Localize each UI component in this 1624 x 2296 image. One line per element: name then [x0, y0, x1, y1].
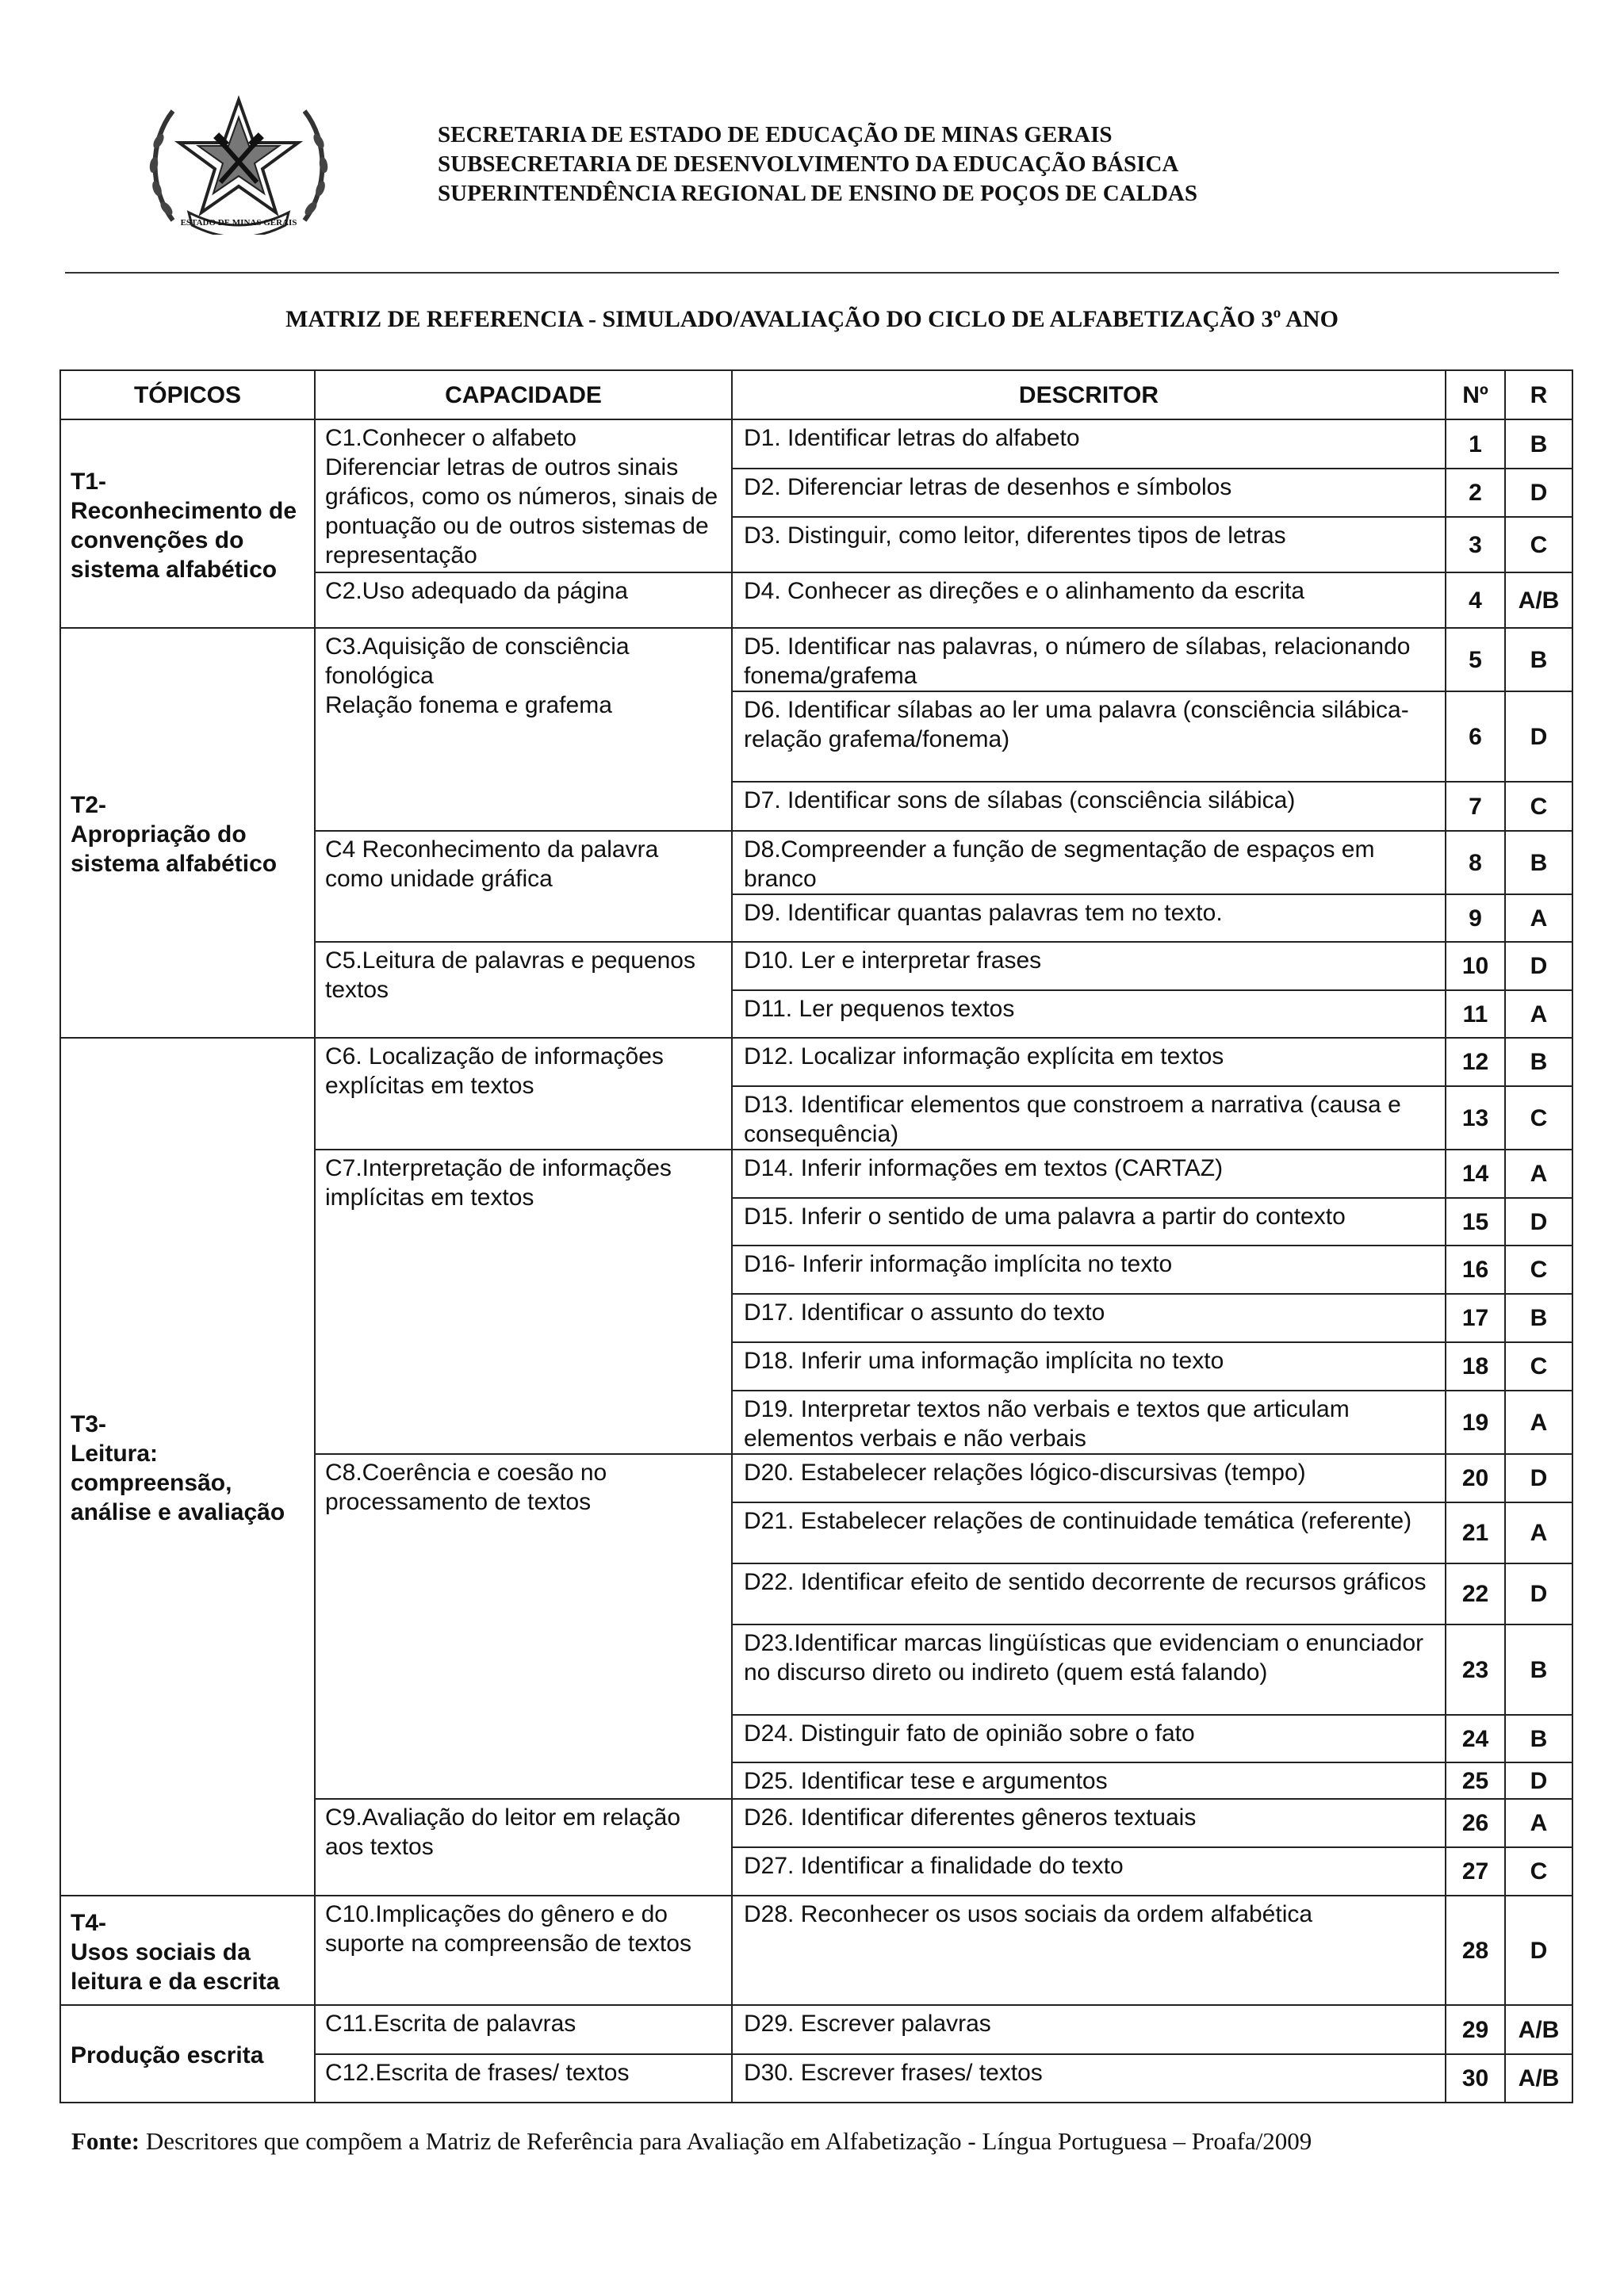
descriptor-cell: D23.Identificar marcas lingüísticas que evidenciam o enunciador no discurso direto ou indireto (quem está falando): [732, 1624, 1446, 1715]
answer-key: A/B: [1505, 2054, 1572, 2103]
answer-key: C: [1505, 1086, 1572, 1150]
descriptor-cell: D15. Inferir o sentido de uma palavra a partir do contexto: [732, 1198, 1446, 1246]
topic-cell: [60, 419, 315, 628]
descriptor-cell: D13. Identificar elementos que constroem a narrativa (causa e consequência): [732, 1086, 1446, 1150]
answer-key: A: [1505, 894, 1572, 942]
answer-key: A/B: [1505, 572, 1572, 628]
table-row: [60, 1896, 1572, 2005]
topic-label: T1- Reconhecimento de convenções do sistema alfabético: [71, 468, 297, 583]
descriptor-cell: D12. Localizar informação explícita em textos: [732, 1038, 1446, 1086]
answer-key: D: [1505, 1896, 1572, 2005]
topic-label: T4- Usos sociais da leitura e da escrita: [71, 1909, 280, 1995]
descriptor-cell: D29. Escrever palavras: [732, 2005, 1446, 2054]
item-number: 2: [1446, 469, 1505, 517]
answer-key: B: [1505, 1294, 1572, 1342]
item-number: 10: [1446, 942, 1505, 990]
header-line-3: SUPERINTENDÊNCIA REGIONAL DE ENSINO DE POÇOS DE CALDAS: [438, 181, 1197, 206]
answer-key: B: [1505, 419, 1572, 469]
item-number: 12: [1446, 1038, 1505, 1086]
topic-label: Produção escrita: [71, 2042, 264, 2068]
table-row: [60, 628, 1572, 691]
descriptor-cell: D20. Estabelecer relações lógico-discursivas (tempo): [732, 1454, 1446, 1502]
descriptor-cell: D21. Estabelecer relações de continuidade temática (referente): [732, 1502, 1446, 1563]
descriptor-cell: D9. Identificar quantas palavras tem no texto.: [732, 894, 1446, 942]
descriptor-cell: D22. Identificar efeito de sentido decorrente de recursos gráficos: [732, 1563, 1446, 1624]
capacity-cell: C8.Coerência e coesão no processamento de textos: [315, 1454, 732, 1799]
answer-key: C: [1505, 1847, 1572, 1896]
item-number: 29: [1446, 2005, 1505, 2054]
answer-key: B: [1505, 1715, 1572, 1762]
item-number: 19: [1446, 1391, 1505, 1454]
descriptor-cell: D7. Identificar sons de sílabas (consciência silábica): [732, 782, 1446, 831]
state-coat-of-arms: [141, 94, 336, 235]
capacity-cell: C6. Localização de informações explícitas em textos: [315, 1038, 732, 1150]
table-row: [60, 419, 1572, 469]
descriptor-cell: D14. Inferir informações em textos (CARTAZ): [732, 1150, 1446, 1198]
answer-key: D: [1505, 691, 1572, 782]
descriptor-cell: D1. Identificar letras do alfabeto: [732, 419, 1446, 469]
item-number: 7: [1446, 782, 1505, 831]
table-header-row: [60, 370, 1572, 419]
descriptor-cell: D28. Reconhecer os usos sociais da ordem alfabética: [732, 1896, 1446, 2005]
column-header-numero: Nº: [1446, 370, 1505, 419]
item-number: 16: [1446, 1246, 1505, 1294]
descriptor-cell: D16- Inferir informação implícita no texto: [732, 1246, 1446, 1294]
answer-key: A: [1505, 1502, 1572, 1563]
item-number: 28: [1446, 1896, 1505, 2005]
answer-key: D: [1505, 1198, 1572, 1246]
item-number: 22: [1446, 1563, 1505, 1624]
header-divider: [65, 272, 1559, 274]
answer-key: A: [1505, 1150, 1572, 1198]
item-number: 5: [1446, 628, 1505, 691]
item-number: 4: [1446, 572, 1505, 628]
answer-key: D: [1505, 1563, 1572, 1624]
item-number: 3: [1446, 517, 1505, 572]
answer-key: A: [1505, 1391, 1572, 1454]
capacity-cell: C2.Uso adequado da página: [315, 572, 732, 628]
descriptor-cell: D8.Compreender a função de segmentação de espaços em branco: [732, 831, 1446, 894]
item-number: 15: [1446, 1198, 1505, 1246]
capacity-cell: C7.Interpretação de informações implícitas em textos: [315, 1150, 732, 1454]
item-number: 30: [1446, 2054, 1505, 2103]
crest-text: ESTADO DE MINAS GERAIS: [180, 218, 297, 228]
capacity-cell: C1.Conhecer o alfabeto Diferenciar letras de outros sinais gráficos, como os números, sinais de pontuação ou de outros sistemas de representação: [315, 419, 732, 572]
capacity-cell: C11.Escrita de palavras: [315, 2005, 732, 2054]
item-number: 6: [1446, 691, 1505, 782]
answer-key: C: [1505, 1246, 1572, 1294]
item-number: 21: [1446, 1502, 1505, 1563]
answer-key: D: [1505, 942, 1572, 990]
item-number: 24: [1446, 1715, 1505, 1762]
descriptor-cell: D17. Identificar o assunto do texto: [732, 1294, 1446, 1342]
descriptor-cell: D4. Conhecer as direções e o alinhamento da escrita: [732, 572, 1446, 628]
topic-label: T3- Leitura: compreensão, análise e avaliação: [71, 1411, 285, 1525]
descriptor-cell: D30. Escrever frases/ textos: [732, 2054, 1446, 2103]
answer-key: D: [1505, 1762, 1572, 1799]
answer-key: B: [1505, 831, 1572, 894]
topic-cell: [60, 1896, 315, 2005]
descriptor-cell: D11. Ler pequenos textos: [732, 990, 1446, 1038]
document-title: MATRIZ DE REFERENCIA - SIMULADO/AVALIAÇÃO DO CICLO DE ALFABETIZAÇÃO 3º ANO: [285, 306, 1339, 332]
topic-label: T2- Apropriação do sistema alfabético: [71, 792, 278, 877]
answer-key: B: [1505, 628, 1572, 691]
item-number: 17: [1446, 1294, 1505, 1342]
column-header-descritor: DESCRITOR: [732, 370, 1446, 419]
topic-cell: [60, 628, 315, 1038]
item-number: 8: [1446, 831, 1505, 894]
descriptor-cell: D3. Distinguir, como leitor, diferentes tipos de letras: [732, 517, 1446, 572]
item-number: 1: [1446, 419, 1505, 469]
item-number: 20: [1446, 1454, 1505, 1502]
column-header-resposta: R: [1505, 370, 1572, 419]
topic-cell: [60, 1038, 315, 1896]
table-row: [60, 2005, 1572, 2054]
capacity-cell: C9.Avaliação do leitor em relação aos textos: [315, 1799, 732, 1896]
descriptor-cell: D5. Identificar nas palavras, o número de sílabas, relacionando fonema/grafema: [732, 628, 1446, 691]
descriptor-cell: D25. Identificar tese e argumentos: [732, 1762, 1446, 1799]
reference-matrix-table: [59, 369, 1573, 2103]
source-text: Descritores que compõem a Matriz de Referência para Avaliação em Alfabetização - Língua Portuguesa – Proafa/2009: [140, 2127, 1312, 2155]
descriptor-cell: D27. Identificar a finalidade do texto: [732, 1847, 1446, 1896]
item-number: 9: [1446, 894, 1505, 942]
header-line-1: SECRETARIA DE ESTADO DE EDUCAÇÃO DE MINAS GERAIS: [438, 122, 1113, 147]
item-number: 23: [1446, 1624, 1505, 1715]
answer-key: C: [1505, 782, 1572, 831]
capacity-cell: C10.Implicações do gênero e do suporte na compreensão de textos: [315, 1896, 732, 2005]
descriptor-cell: D2. Diferenciar letras de desenhos e símbolos: [732, 469, 1446, 517]
item-number: 27: [1446, 1847, 1505, 1896]
column-header-topicos: TÓPICOS: [60, 370, 315, 419]
item-number: 26: [1446, 1799, 1505, 1847]
answer-key: B: [1505, 1038, 1572, 1086]
answer-key: D: [1505, 1454, 1572, 1502]
answer-key: C: [1505, 1342, 1572, 1391]
item-number: 18: [1446, 1342, 1505, 1391]
capacity-cell: C3.Aquisição de consciência fonológica Relação fonema e grafema: [315, 628, 732, 831]
descriptor-cell: D18. Inferir uma informação implícita no texto: [732, 1342, 1446, 1391]
item-number: 14: [1446, 1150, 1505, 1198]
descriptor-cell: D26. Identificar diferentes gêneros textuais: [732, 1799, 1446, 1847]
answer-key: B: [1505, 1624, 1572, 1715]
topic-cell: [60, 2005, 315, 2103]
item-number: 11: [1446, 990, 1505, 1038]
header-line-2: SUBSECRETARIA DE DESENVOLVIMENTO DA EDUCAÇÃO BÁSICA: [438, 151, 1179, 177]
answer-key: D: [1505, 469, 1572, 517]
answer-key: C: [1505, 517, 1572, 572]
descriptor-cell: D10. Ler e interpretar frases: [732, 942, 1446, 990]
item-number: 13: [1446, 1086, 1505, 1150]
answer-key: A/B: [1505, 2005, 1572, 2054]
institution-header: [438, 121, 1469, 209]
column-header-capacidade: CAPACIDADE: [315, 370, 732, 419]
capacity-cell: C5.Leitura de palavras e pequenos textos: [315, 942, 732, 1038]
answer-key: A: [1505, 990, 1572, 1038]
capacity-cell: C12.Escrita de frases/ textos: [315, 2054, 732, 2103]
source-label: Fonte:: [71, 2127, 140, 2155]
table-row: [60, 1038, 1572, 1086]
answer-key: A: [1505, 1799, 1572, 1847]
source-note: [71, 2127, 1578, 2156]
descriptor-cell: D19. Interpretar textos não verbais e textos que articulam elementos verbais e não verbais: [732, 1391, 1446, 1454]
item-number: 25: [1446, 1762, 1505, 1799]
descriptor-cell: D24. Distinguir fato de opinião sobre o fato: [732, 1715, 1446, 1762]
capacity-cell: C4 Reconhecimento da palavra como unidade gráfica: [315, 831, 732, 942]
descriptor-cell: D6. Identificar sílabas ao ler uma palavra (consciência silábica- relação grafema/fonema): [732, 691, 1446, 782]
